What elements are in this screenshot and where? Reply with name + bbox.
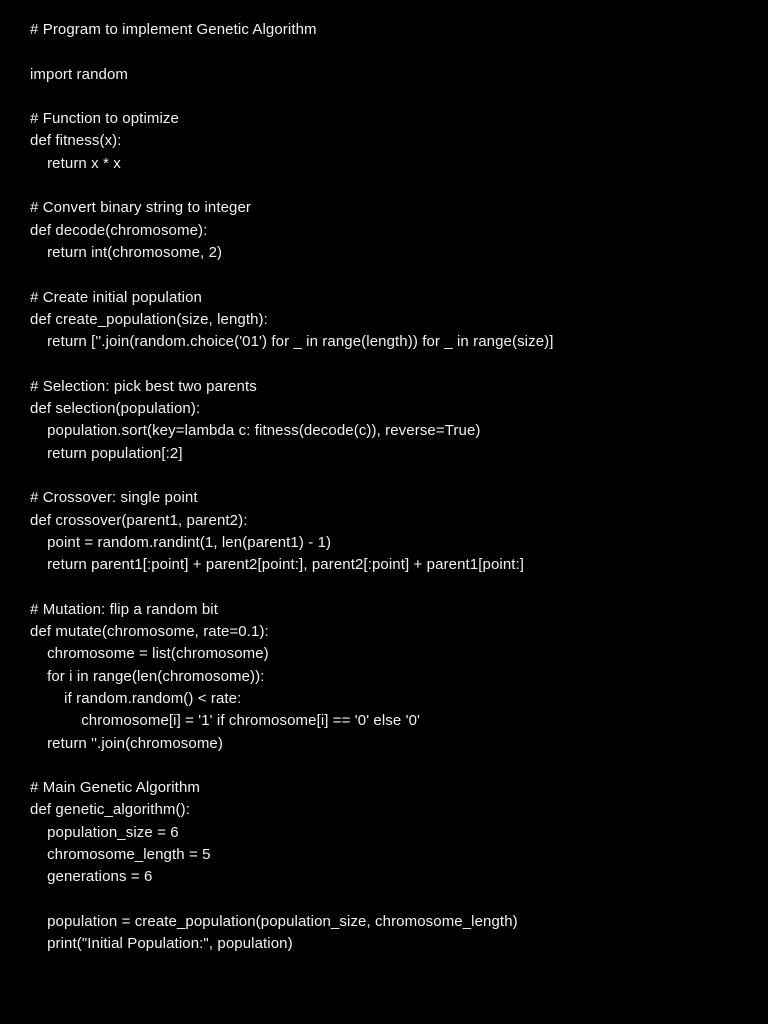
- code-line: population_size = 6: [30, 823, 179, 841]
- code-line: import random: [30, 65, 129, 83]
- code-line: def genetic_algorithm():: [30, 801, 190, 819]
- code-line: # Main Genetic Algorithm: [30, 779, 200, 797]
- code-line: # Program to implement Genetic Algorithm: [30, 21, 317, 38]
- code-line: def selection(population):: [30, 400, 201, 418]
- code-line: [30, 465, 760, 487]
- code-line: chromosome = list(chromosome): [30, 645, 269, 663]
- code-line: if random.random() < rate:: [30, 689, 242, 707]
- code-line: for i in range(len(chromosome)):: [30, 667, 265, 685]
- code-line: def mutate(chromosome, rate=0.1):: [30, 623, 269, 641]
- code-line: population = create_population(population_size, chromosome_length): [30, 912, 518, 930]
- code-line: return int(chromosome, 2): [30, 243, 223, 261]
- code-line: return parent1[:point] + parent2[point:], parent2[:point] + parent1[point:]: [30, 556, 525, 574]
- code-line: def crossover(parent1, parent2):: [30, 511, 248, 529]
- code-line: [30, 755, 760, 777]
- code-line: # Convert binary string to integer: [30, 199, 252, 217]
- code-line: # Function to optimize: [30, 110, 179, 128]
- code-line: # Mutation: flip a random bit: [30, 600, 218, 618]
- code-line: return population[:2]: [30, 444, 183, 462]
- code-line: [30, 353, 760, 375]
- code-line: [30, 889, 760, 911]
- code-line: generations = 6: [30, 868, 153, 886]
- code-line: [30, 264, 760, 286]
- code-line: def decode(chromosome):: [30, 221, 208, 239]
- code-line: [30, 41, 760, 63]
- code-view: [30, 19, 760, 955]
- code-line: return [''.join(random.choice('01') for _ in range(length)) for _ in range(size)]: [30, 333, 554, 351]
- code-line: return x * x: [30, 154, 121, 172]
- code-line: [30, 86, 760, 108]
- code-line: point = random.randint(1, len(parent1) - 1): [30, 533, 332, 551]
- code-line: return ''.join(chromosome): [30, 734, 223, 752]
- code-line: chromosome_length = 5: [30, 845, 211, 863]
- code-line: def fitness(x):: [30, 132, 122, 150]
- code-line: # Selection: pick best two parents: [30, 377, 257, 395]
- code-line: # Crossover: single point: [30, 489, 198, 507]
- code-line: def create_population(size, length):: [30, 310, 268, 328]
- code-line: population.sort(key=lambda c: fitness(decode(c)), reverse=True): [30, 422, 481, 440]
- code-line: print("Initial Population:", population): [30, 935, 293, 953]
- code-line: [30, 175, 760, 197]
- code-line: [30, 576, 760, 598]
- code-line: # Create initial population: [30, 288, 202, 306]
- code-line: chromosome[i] = '1' if chromosome[i] == '0' else '0': [30, 712, 420, 730]
